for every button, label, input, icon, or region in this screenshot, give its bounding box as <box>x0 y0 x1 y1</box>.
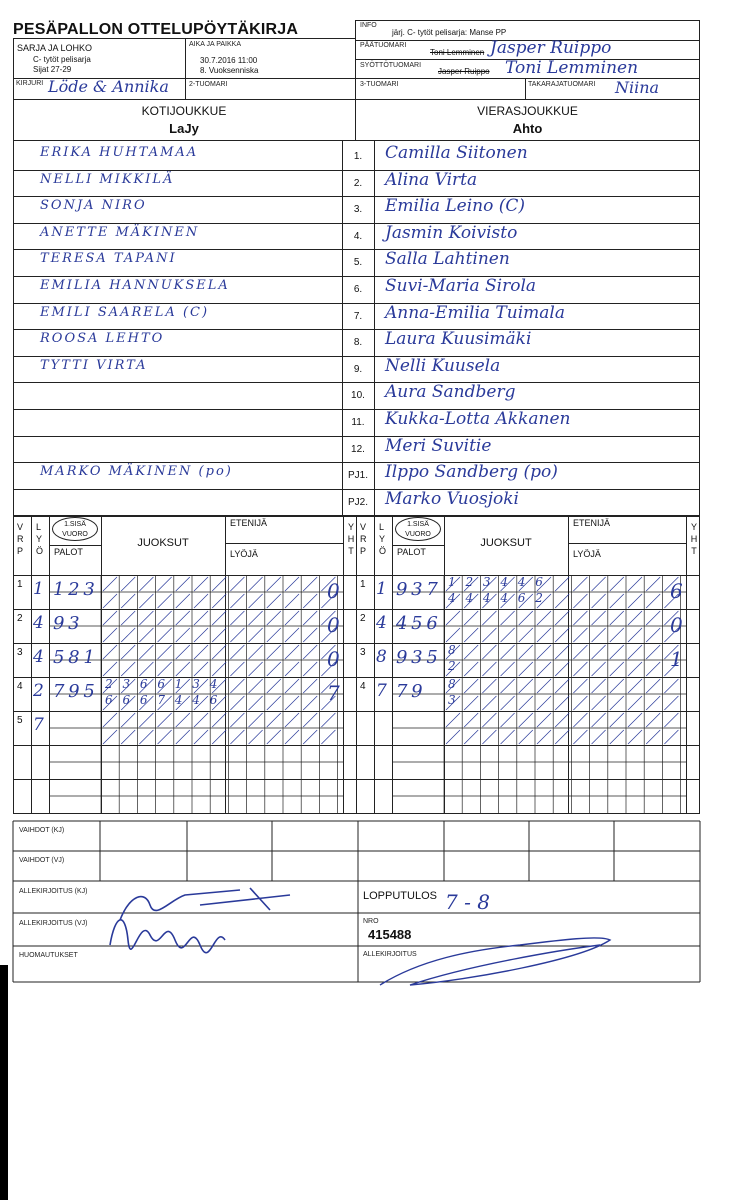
row-total: 0 <box>327 613 340 637</box>
hdr-vrp: V R P <box>360 522 367 556</box>
sarja-value-2: Sijat 27-29 <box>33 65 72 74</box>
hdr-lyoja: LYÖJÄ <box>573 549 601 559</box>
row-marks: 7 9 5 <box>53 681 94 702</box>
away-player: Jasmin Koivisto <box>385 223 518 243</box>
home-player: NELLI MIKKILÄ <box>40 172 175 187</box>
binding-mark <box>0 965 8 1200</box>
row-inning: 2 <box>360 613 366 624</box>
info-value: järj. C- tytöt pelisarja: Manse PP <box>392 28 507 37</box>
hdr-yht: Y H T <box>347 522 355 556</box>
hdr-etenija: ETENIJÄ <box>573 518 611 528</box>
row-runs-bottom: 6 6 6 7 4 4 6 <box>105 693 221 707</box>
row-total: 6 <box>670 579 683 603</box>
row-marks: 1 2 3 <box>53 579 94 600</box>
hdr-lyo: L Y Ö <box>379 522 387 556</box>
takaraja-hand: Niina <box>615 78 660 97</box>
number-cell: PJ2. <box>347 497 368 508</box>
row-inning: 1 <box>360 579 366 590</box>
row-marks: 7 9 <box>396 681 422 702</box>
row-total: 0 <box>327 579 340 603</box>
sarja-value: C- tytöt pelisarja <box>33 55 91 64</box>
row-marks: 4 5 6 <box>396 613 437 634</box>
row-total: 0 <box>670 613 683 637</box>
row-batter: 8 <box>376 647 387 667</box>
tuomari2-label: 2-TUOMARI <box>189 81 228 88</box>
number-cell: 8. <box>353 337 363 348</box>
home-player: ROOSA LEHTO <box>40 331 165 346</box>
row-batter: 4 <box>33 613 44 633</box>
row-inning: 1 <box>17 579 23 590</box>
home-player: TERESA TAPANI <box>40 251 177 266</box>
row-inning: 3 <box>360 647 366 658</box>
hdr-sisavuoro: 1.SISÄ VUORO <box>395 517 441 541</box>
away-player: Salla Lahtinen <box>385 249 510 269</box>
hdr-sisavuoro: 1.SISÄ VUORO <box>52 517 98 541</box>
away-player: Aura Sandberg <box>385 382 516 402</box>
away-player: Kukka-Lotta Akkanen <box>385 409 571 429</box>
number-cell: 5. <box>353 257 363 268</box>
allek-vj-label: ALLEKIRJOITUS (VJ) <box>19 920 88 927</box>
row-marks: 9 3 7 <box>396 579 437 600</box>
home-player: TYTTI VIRTA <box>40 358 148 373</box>
info-label: INFO <box>360 22 377 29</box>
number-cell: 10. <box>351 390 365 401</box>
away-player: Suvi-Maria Sirola <box>385 276 537 296</box>
huomautukset-label: HUOMAUTUKSET <box>19 952 78 959</box>
row-marks: 9 3 5 <box>396 647 437 668</box>
row-inning: 5 <box>17 715 23 726</box>
number-cell: 3. <box>353 204 363 215</box>
home-player: ANETTE MÄKINEN <box>40 225 200 240</box>
form-title: PESÄPALLON OTTELUPÖYTÄKIRJA <box>13 21 299 38</box>
hdr-palot: PALOT <box>397 547 426 557</box>
number-cell: PJ1. <box>347 470 368 481</box>
away-player: Laura Kuusimäki <box>385 329 532 349</box>
syotto-hand: Toni Lemminen <box>505 58 639 78</box>
row-runs-bottom: 4 4 4 4 6 2 <box>448 591 546 605</box>
away-team-label: VIERASJOUKKUE <box>477 104 578 118</box>
home-team-name: LaJy <box>169 121 199 136</box>
row-marks: 9 3 <box>53 613 79 634</box>
away-player: Camilla Siitonen <box>385 143 528 163</box>
nro-value: 415488 <box>368 927 412 942</box>
row-runs-bottom: 2 <box>448 659 459 673</box>
row-runs-bottom: 3 <box>448 693 459 707</box>
aika-value: 30.7.2016 11:00 <box>200 56 258 65</box>
number-cell: 12. <box>351 444 365 455</box>
row-inning: 4 <box>17 681 23 692</box>
row-total: 0 <box>327 647 340 671</box>
away-player: Ilppo Sandberg (po) <box>385 462 558 482</box>
away-team-name: Ahto <box>512 121 543 136</box>
lopputulos-value: 7 - 8 <box>445 890 490 914</box>
vaihdot-kj-label: VAIHDOT (KJ) <box>19 827 65 834</box>
number-cell: 2. <box>353 178 363 189</box>
away-player: Marko Vuosjoki <box>385 489 519 509</box>
kirjuri-hand: Löde & Annika <box>48 77 169 96</box>
kirjuri-label: KIRJURI <box>16 80 44 87</box>
hdr-palot: PALOT <box>54 547 83 557</box>
home-team-label: KOTIJOUKKUE <box>141 104 227 118</box>
row-runs-top: 2 3 6 6 1 3 4 <box>105 677 221 691</box>
allek-kj-label: ALLEKIRJOITUS (KJ) <box>19 888 88 895</box>
hdr-etenija: ETENIJÄ <box>230 518 268 528</box>
row-inning: 2 <box>17 613 23 624</box>
home-player: EMILIA HANNUKSELA <box>40 278 230 293</box>
row-batter: 1 <box>33 579 44 599</box>
allek-label: ALLEKIRJOITUS <box>363 951 417 958</box>
away-player: Meri Suvitie <box>385 436 492 456</box>
row-total: 1 <box>670 647 683 671</box>
away-player: Emilia Leino (C) <box>385 196 526 216</box>
paatuomari-printed: Toni Lemminen <box>430 48 485 57</box>
row-inning: 3 <box>17 647 23 658</box>
syotto-label: SYÖTTÖTUOMARI <box>360 62 422 69</box>
row-runs-top: 1 2 3 4 4 6 <box>448 575 546 589</box>
row-batter: 4 <box>33 647 44 667</box>
home-player: SONJA NIRO <box>40 198 147 213</box>
row-runs-top: 8 <box>448 677 459 691</box>
away-player: Alina Virta <box>385 170 478 190</box>
hdr-juoksut: JUOKSUT <box>137 537 189 549</box>
sarja-label: SARJA JA LOHKO <box>17 43 93 53</box>
number-cell: 7. <box>353 311 363 322</box>
hdr-lyo: L Y Ö <box>36 522 44 556</box>
aika-label: AIKA JA PAIKKA <box>189 41 242 48</box>
paatuomari-hand: Jasper Ruippo <box>490 38 612 58</box>
hdr-lyoja: LYÖJÄ <box>230 549 258 559</box>
paikka-value: 8. Vuoksenniska <box>200 66 259 75</box>
row-batter: 7 <box>376 681 387 701</box>
row-total: 7 <box>327 681 340 705</box>
tuomari3-label: 3-TUOMARI <box>360 81 399 88</box>
signature-vj <box>110 920 225 953</box>
row-runs-top: 8 <box>448 643 459 657</box>
hdr-juoksut: JUOKSUT <box>480 537 532 549</box>
vaihdot-vj-label: VAIHDOT (VJ) <box>19 857 65 864</box>
row-batter: 1 <box>376 579 387 599</box>
away-player: Anna-Emilia Tuimala <box>385 303 565 323</box>
syotto-printed: Jasper Ruippo <box>438 67 490 76</box>
row-inning: 4 <box>360 681 366 692</box>
row-marks: 5 8 1 <box>53 647 94 668</box>
home-player: MARKO MÄKINEN (po) <box>40 464 233 479</box>
row-batter: 4 <box>376 613 387 633</box>
away-player: Nelli Kuusela <box>385 356 501 376</box>
row-batter: 2 <box>33 681 44 701</box>
paatuomari-label: PÄÄTUOMARI <box>360 42 407 49</box>
number-cell: 9. <box>353 364 363 375</box>
number-cell: 1. <box>353 151 363 162</box>
row-batter: 7 <box>33 715 44 735</box>
hdr-yht: Y H T <box>690 522 698 556</box>
number-cell: 6. <box>353 284 363 295</box>
hdr-vrp: V R P <box>17 522 24 556</box>
number-cell: 4. <box>353 231 363 242</box>
takaraja-label: TAKARAJATUOMARI <box>528 81 596 88</box>
home-player: EMILI SAARELA (C) <box>40 305 210 320</box>
signature-kj <box>120 888 290 920</box>
lopputulos-label: LOPPUTULOS <box>363 890 437 902</box>
number-cell: 11. <box>351 417 365 428</box>
signature-main <box>380 938 610 985</box>
nro-label: NRO <box>363 918 379 925</box>
home-player: ERIKA HUHTAMAA <box>40 145 199 160</box>
